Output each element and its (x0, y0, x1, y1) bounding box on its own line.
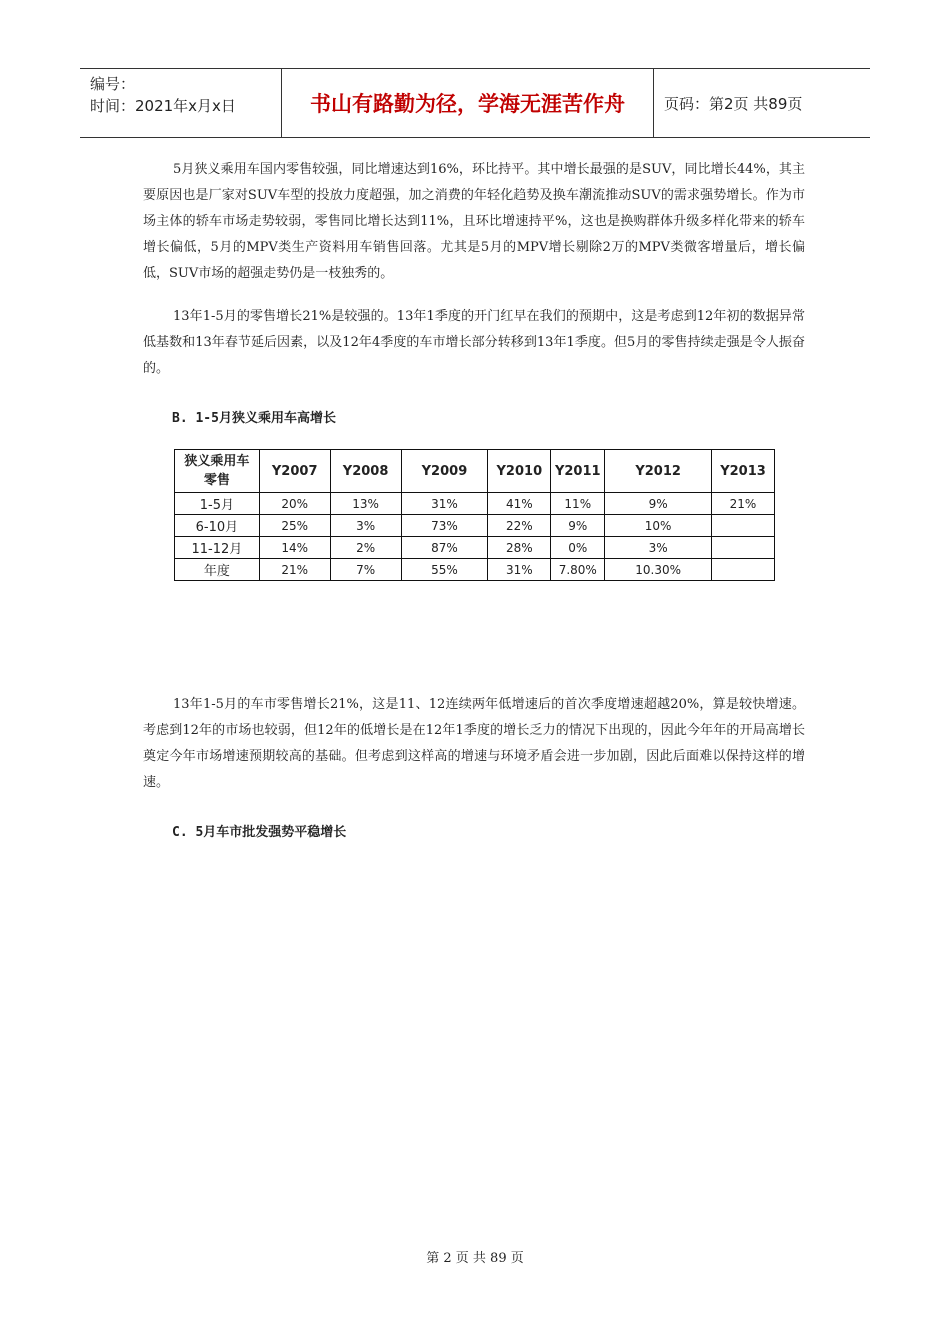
table-cell: 9% (605, 493, 712, 515)
retail-growth-table (174, 449, 775, 581)
column-header: Y2013 (712, 450, 775, 493)
row-label: 年度 (175, 559, 260, 581)
table-corner-header (175, 450, 260, 493)
column-header: Y2012 (605, 450, 712, 493)
table-cell: 73% (401, 515, 488, 537)
header-motto: 书山有路勤为径，学海无涯苦作舟 (282, 69, 654, 137)
column-header: Y2010 (488, 450, 551, 493)
paragraph-1: 5月狭义乘用车国内零售较强，同比增速达到16%，环比持平。其中增长最强的是SUV，同比增长44%，其主要原因也是厂家对SUV车型的投放力度超强，加之消费的年轻化趋势及换车潮流推动SUV的需求强势增长。作为市场主体的轿车市场走势较弱，零售同比增长达到11%，且环比增速持平%，这也是换购群体升级多样化带来的轿车增长偏低，5月的MPV类生产资料用车销售回落。尤其是5月的MPV增长剔除2万的MPV类微客增量后，增长偏低，SUV市场的超强走势仍是一枝独秀的。 (143, 162, 805, 281)
number-label: 编号： (90, 75, 136, 93)
table-cell: 7.80% (551, 559, 605, 581)
table-cell (712, 537, 775, 559)
table-cell: 3% (330, 515, 401, 537)
table-row (175, 493, 775, 515)
table-cell: 21% (712, 493, 775, 515)
table-header-row (175, 450, 775, 493)
table-cell: 10.30% (605, 559, 712, 581)
paragraph-2: 13年1-5月的零售增长21%是较强的。13年1季度的开门红早在我们的预期中，这是考虑到12年初的数据异常低基数和13年春节延后因素，以及12年4季度的车市增长部分转移到13年1季度。但5月的零售持续走强是令人振奋的。 (143, 309, 805, 376)
table-cell: 31% (488, 559, 551, 581)
table-cell: 87% (401, 537, 488, 559)
table-cell: 7% (330, 559, 401, 581)
table-cell: 9% (551, 515, 605, 537)
column-header: Y2009 (401, 450, 488, 493)
table-cell: 25% (259, 515, 330, 537)
paragraph-3: 13年1-5月的车市零售增长21%，这是11、12连续两年低增速后的首次季度增速超越20%，算是较快增速。考虑到12年的市场也较弱，但12年的低增长是在12年1季度的增长乏力的情况下出现的，因此今年年的开局高增长奠定今年市场增速预期较高的基础。但考虑到这样高的增速与环境矛盾会进一步加剧，因此后面难以保持这样的增速。 (143, 697, 805, 790)
column-header: Y2008 (330, 450, 401, 493)
table-cell: 55% (401, 559, 488, 581)
header-meta (80, 69, 282, 137)
table-row (175, 537, 775, 559)
row-label: 1-5月 (175, 493, 260, 515)
corner-line-2: 零售 (203, 473, 230, 488)
column-header: Y2007 (259, 450, 330, 493)
corner-line-1: 狭义乘用车 (184, 454, 250, 469)
table-cell: 0% (551, 537, 605, 559)
table-cell: 3% (605, 537, 712, 559)
time-label: 时间：2021年x月x日 (90, 97, 236, 115)
table-cell: 13% (330, 493, 401, 515)
table-cell: 20% (259, 493, 330, 515)
table-row (175, 559, 775, 581)
page-header (80, 68, 870, 138)
row-label: 11-12月 (175, 537, 260, 559)
column-header: Y2011 (551, 450, 605, 493)
table-row (175, 515, 775, 537)
table-cell (712, 559, 775, 581)
table-cell (712, 515, 775, 537)
table-cell: 41% (488, 493, 551, 515)
table-cell: 22% (488, 515, 551, 537)
header-page-info: 页码：第2页 共89页 (664, 94, 803, 113)
page-footer: 第 2 页 共 89 页 (426, 1251, 524, 1266)
heading-b: B. 1-5月狭义乘用车高增长 (172, 411, 336, 426)
table-cell: 11% (551, 493, 605, 515)
heading-c: C. 5月车市批发强势平稳增长 (172, 825, 347, 840)
table-cell: 28% (488, 537, 551, 559)
table-cell: 10% (605, 515, 712, 537)
table-cell: 14% (259, 537, 330, 559)
table-cell: 2% (330, 537, 401, 559)
row-label: 6-10月 (175, 515, 260, 537)
table-cell: 21% (259, 559, 330, 581)
table-cell: 31% (401, 493, 488, 515)
